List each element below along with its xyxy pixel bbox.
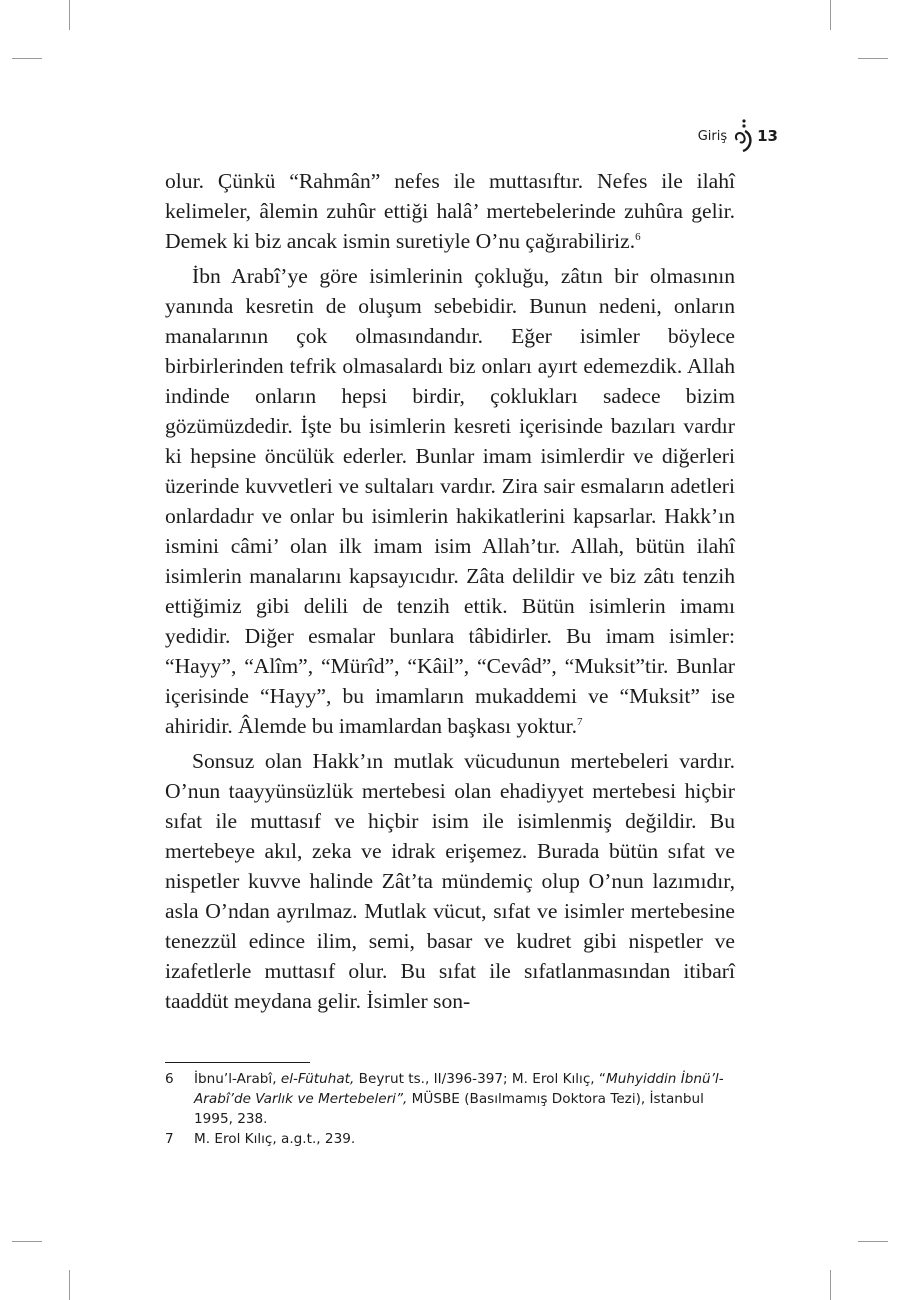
footnote-text: M. Erol Kılıç, a.g.t., 239. bbox=[194, 1131, 356, 1147]
footnote-ref: 6 bbox=[635, 231, 641, 243]
footnote bbox=[165, 1129, 737, 1149]
footnote-separator bbox=[165, 1062, 310, 1063]
footnotes bbox=[165, 1069, 737, 1149]
crop-mark bbox=[12, 58, 42, 59]
paragraph: İbn Arabî’ye göre isimlerinin çokluğu, zâtın bir olmasının yanında kesretin de oluşum sebebidir. Bunun nedeni, onların manalarının çok olmasındandır. Eğer isimler böylece birbirlerinden tefrik olmasalardı biz onları ayırt edemezdik. Allah indinde onların hepsi birdir, çoklukları sadece bizim gözümüzdedir. İşte bu isimlerin kesreti içerisinde bazıları vardır ki hepsine öncülük ederler. Bunlar imam isimlerdir ve diğerleri üzerinde kuvvetleri ve sultaları vardır. Zira sair esmaların adetleri onlardadır ve onlar bu isimlerin hakikatlerini kapsarlar. Hakk’ın ismini câmi’ olan ilk imam isim Allah’tır. Allah, bütün ilahî isimlerin manalarını kapsayıcıdır. Zâta delildir ve biz zâtı tenzih ettiğimiz gibi delili de tenzih ettik. Bütün isimlerin imamı yedidir. Diğer esmalar bunlara tâbidirler. Bu imam isimler: “Hayy”, “Alîm”, “Mürîd”, “Kâil”, “Cevâd”, “Muksit”tir. Bunlar içerisinde “Hayy”, bu imamların mukaddemi ve “Muksit” ise ahiridir. Âlemde bu imamlardan başkası yoktur.$^7$ bbox=[165, 264, 735, 738]
footnote-ref: 7 bbox=[577, 716, 583, 728]
footnote bbox=[165, 1069, 737, 1129]
footnote-number: 7 bbox=[165, 1131, 174, 1147]
running-header bbox=[698, 118, 778, 154]
crop-mark bbox=[858, 1241, 888, 1242]
footnote-number: 6 bbox=[165, 1071, 174, 1087]
page-number: 13 bbox=[757, 127, 778, 145]
crop-mark bbox=[69, 1270, 70, 1300]
ornament-icon bbox=[731, 118, 753, 154]
crop-mark bbox=[69, 0, 70, 30]
paragraph: olur. Çünkü “Rahmân” nefes ile muttasıftır. Nefes ile ilahî kelimeler, âlemin zuhûr ettiği halâ’ mertebelerinde zuhûra gelir. Demek ki biz ancak ismin suretiyle O’nu çağırabiliriz.$^6$ bbox=[165, 169, 735, 253]
chapter-title: Giriş bbox=[697, 128, 728, 144]
body-text bbox=[165, 166, 735, 1021]
crop-mark bbox=[12, 1241, 42, 1242]
crop-mark bbox=[830, 0, 831, 30]
crop-mark bbox=[830, 1270, 831, 1300]
footnote-text: İbnu’l-Arabî, el-Fütuhat, Beyrut ts., II/396-397; M. Erol Kılıç, “Muhyiddin İbnü’l-Arabî’de Varlık ve Mertebeleri”, MÜSBE (Basılmamış Doktora Tezi), İstanbul 1995, 238. bbox=[194, 1071, 724, 1127]
paragraph: Sonsuz olan Hakk’ın mutlak vücudunun mertebeleri vardır. O’nun taayyünsüzlük mertebesi olan ehadiyyet mertebesi hiçbir sıfat ile muttasıf ve hiçbir isim ile isimlenmiş değildir. Bu mertebeye akıl, zeka ve idrak erişemez. Burada bütün sıfat ve nispetler kuvve halinde Zât’ta mündemiç olup O’nun lazımıdır, asla O’ndan ayrılmaz. Mutlak vücut, sıfat ve isimler mertebesine tenezzül edince ilim, semi, basar ve kudret gibi nispetler ve izafetlerle muttasıf olur. Bu sıfat ile sıfatlanmasından itibarî taaddüt meydana gelir. İsimler son- bbox=[165, 749, 735, 1013]
crop-mark bbox=[858, 58, 888, 59]
